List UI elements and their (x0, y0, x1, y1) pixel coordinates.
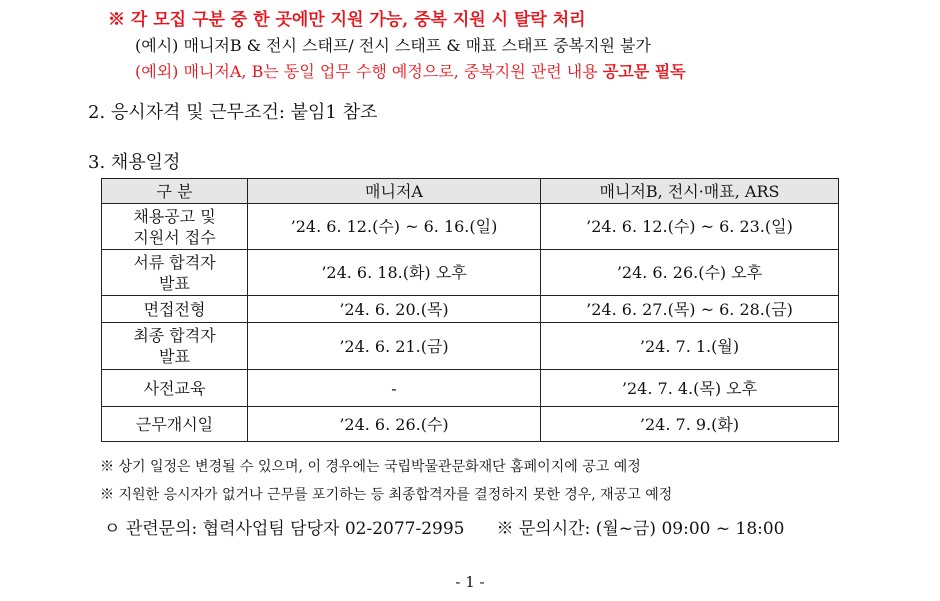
row-label (102, 250, 248, 296)
row-label: 근무개시일 (102, 407, 248, 442)
cell-manager-b: ’24. 6. 12.(수) ~ 6. 23.(일) (541, 204, 839, 250)
row-label (102, 204, 248, 250)
row-label (102, 323, 248, 370)
section-2-heading: 2. 응시자격 및 근무조건: 붙임1 참조 (88, 102, 378, 123)
cell-manager-a: ’24. 6. 12.(수) ~ 6. 16.(일) (248, 204, 541, 250)
cell-manager-a: - (248, 370, 541, 407)
table-row (102, 250, 839, 296)
contact-line (104, 514, 785, 539)
page-number: - 1 - (455, 573, 485, 591)
row-label-line2: 지원서 접수 (133, 227, 216, 247)
table-row (102, 296, 839, 323)
table-header-category: 구 분 (102, 179, 248, 204)
contact-hours: ※ 문의시간: (월~금) 09:00 ~ 18:00 (496, 519, 785, 539)
cell-manager-a: ’24. 6. 20.(목) (248, 296, 541, 323)
note-re-announcement: ※ 지원한 응시자가 없거나 근무를 포기하는 등 최종합격자를 결정하지 못한 경우, 재공고 예정 (100, 487, 673, 503)
table-header-manager-a: 매니저A (248, 179, 541, 204)
row-label: 면접전형 (102, 296, 248, 323)
notice-example-exception-text: (예외) 매니저A, B는 동일 업무 수행 예정으로, 중복지원 관련 내용 (135, 62, 603, 81)
section-3-heading: 3. 채용일정 (88, 152, 181, 173)
table-row (102, 204, 839, 250)
cell-manager-b: ’24. 6. 26.(수) 오후 (541, 250, 839, 296)
row-label-line1: 서류 합격자 (133, 252, 216, 272)
row-label-line2: 발표 (159, 273, 190, 293)
table-row (102, 407, 839, 442)
cell-manager-a: ’24. 6. 21.(금) (248, 323, 541, 370)
cell-manager-a: ’24. 6. 18.(화) 오후 (248, 250, 541, 296)
table-header-manager-b-etc: 매니저B, 전시·매표, ARS (541, 179, 839, 204)
notice-example-regular: (예시) 매니저B & 전시 스태프/ 전시 스태프 & 매표 스태프 중복지원 불가 (135, 36, 651, 55)
contact-info: ㅇ 관련문의: 협력사업팀 담당자 02-2077-2995 (104, 519, 465, 539)
note-schedule-change: ※ 상기 일정은 변경될 수 있으며, 이 경우에는 국립박물관문화재단 홈페이지에 공고 예정 (100, 459, 641, 475)
row-label-line1: 채용공고 및 (133, 206, 216, 226)
table-row (102, 323, 839, 370)
table-row (102, 370, 839, 407)
notice-example-exception-bold: 공고문 필독 (602, 62, 686, 81)
notice-duplicate-warning: ※ 각 모집 구분 중 한 곳에만 지원 가능, 중복 지원 시 탈락 처리 (108, 10, 586, 30)
cell-manager-a: ’24. 6. 26.(수) (248, 407, 541, 442)
cell-manager-b: ’24. 7. 1.(월) (541, 323, 839, 370)
notice-example-exception (135, 59, 686, 82)
cell-manager-b: ’24. 7. 9.(화) (541, 407, 839, 442)
cell-manager-b: ’24. 6. 27.(목) ~ 6. 28.(금) (541, 296, 839, 323)
row-label-line1: 최종 합격자 (133, 326, 216, 345)
cell-manager-b: ’24. 7. 4.(목) 오후 (541, 370, 839, 407)
schedule-table (101, 178, 839, 442)
table-header-row (102, 179, 839, 204)
row-label-line2: 발표 (159, 347, 190, 366)
row-label: 사전교육 (102, 370, 248, 407)
